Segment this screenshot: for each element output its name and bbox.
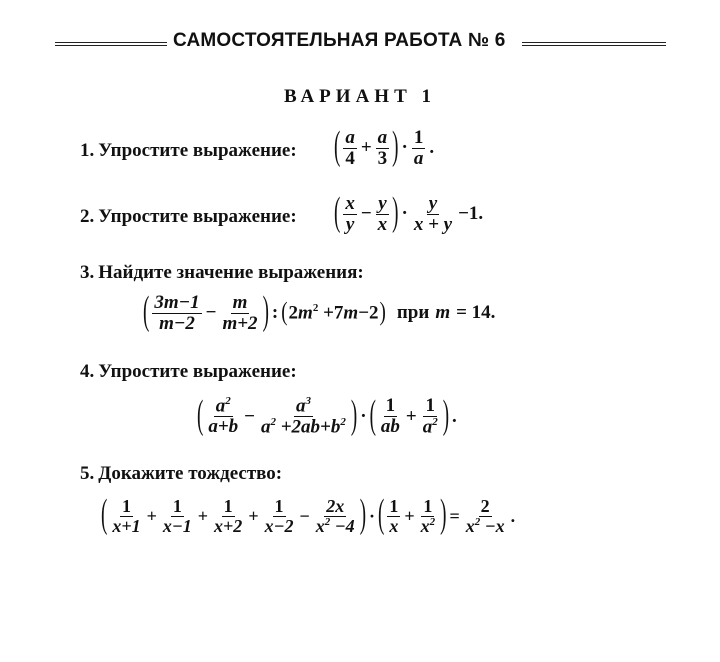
task-2-label (80, 206, 297, 228)
task-1-expression: ( a 4 + $\frac{a}{3}$ ) · 1 a . (334, 125, 435, 170)
task-text: Упростите выражение: (98, 206, 297, 227)
task-text: Найдите значение выражения: (98, 262, 364, 283)
task-number: 4. (80, 361, 95, 382)
task-4-label (80, 361, 297, 383)
page-title: САМОСТОЯТЕЛЬНАЯ РАБОТА № 6 (173, 30, 506, 51)
task-2-expression: ( x y − $\frac{y}{x}$ ) · y x + y −1. (334, 191, 484, 236)
task-text: Упростите выражение: (98, 361, 297, 382)
task-5-expression: ( 1 x+1 + $\frac{1}{x-1}$ + $\frac{1}{x+2}$ + $\frac{1}{x-2}$ − $\frac{2x}{x^2 -4}$ ) · ( 1 x + $\frac{1}{x^2}$ ) = $\frac{2}{x^2 -x}$ . (101, 493, 516, 538)
title-rule-left (55, 42, 167, 46)
variant-heading: ВАРИАНТ 1 (283, 86, 436, 107)
task-4-expression: ( $a^2$ a+b − $\frac{a^3}{a^2 +2ab+b^2}$ ) · ( 1 ab + $\frac{1}{a^2}$ ) . (197, 393, 457, 438)
task-3-expression: ( 3m−1 m−2 − $\frac{m}{m+2}$ ) : ( $2m^2 +7m-2$ ) при m = 14. (143, 290, 496, 335)
condition-variable: m (435, 302, 451, 324)
task-number: 1. (80, 140, 95, 161)
title-rule-right (522, 42, 666, 46)
task-3-label (80, 262, 364, 284)
task-number: 3. (80, 262, 95, 283)
task-text: Упростите выражение: (98, 140, 297, 161)
task-1-label (80, 140, 297, 162)
task-number: 2. (80, 206, 95, 227)
task-number: 5. (80, 463, 95, 484)
task-text: Докажите тождество: (98, 463, 283, 484)
condition-value: = 14. (456, 302, 496, 324)
task-5-label (80, 463, 282, 485)
condition-word: при (396, 302, 430, 324)
